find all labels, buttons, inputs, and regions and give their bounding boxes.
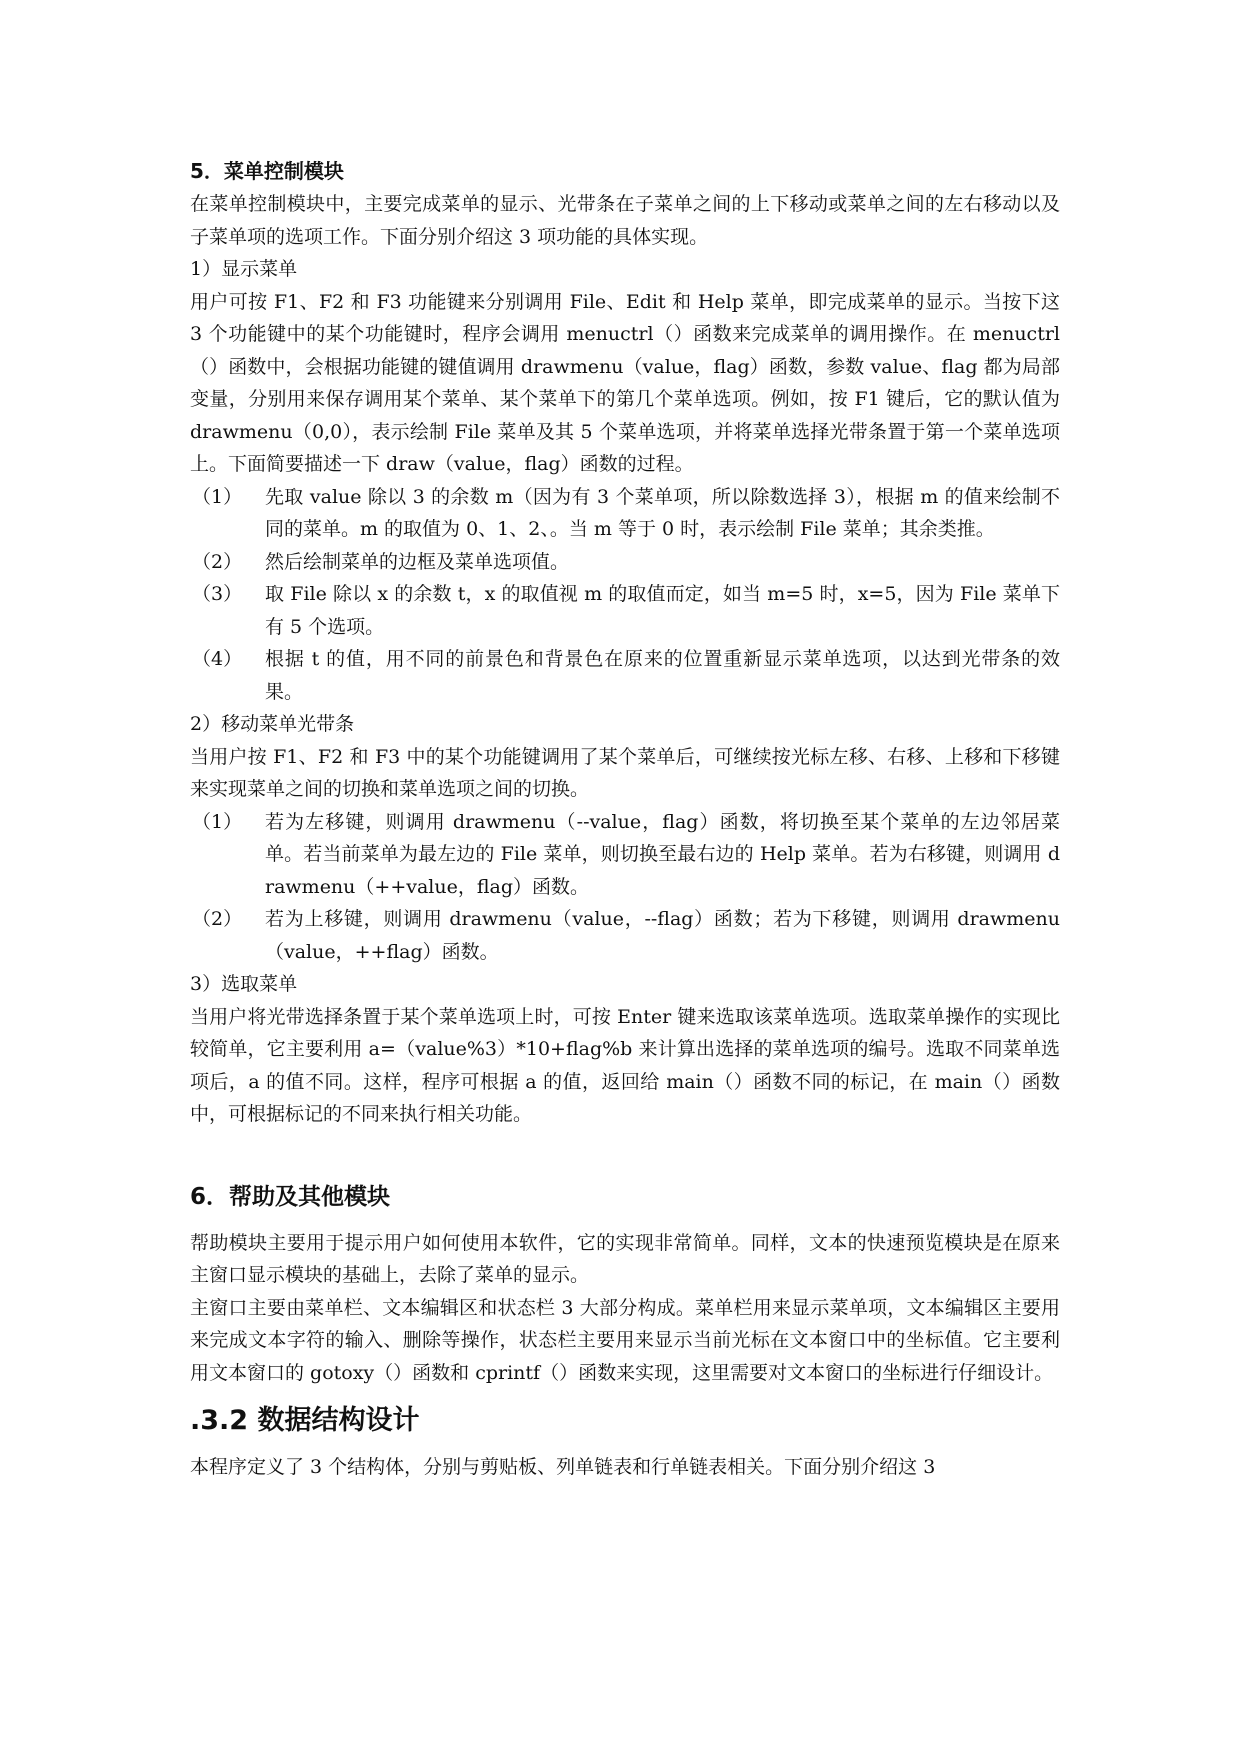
subsection-3-paragraph: 当用户将光带选择条置于某个菜单选项上时，可按 Enter 键来选取该菜单选项。选取菜单操作的实现比较简单，它主要利用 a=（value%3）*10+flag%b 来计算出选择的菜单选项的编号。选取不同菜单选项后，a 的值不同。这样，程序可根据 a 的值，返回给 main（）函数不同的标记，在 main（）函数中，可根据标记的不同来执行相关功能。 [190,1005,1060,1125]
list-item-text: 先取 value 除以 3 的余数 m（因为有 3 个菜单项，所以除数选择 3），根据 m 的值来绘制不同的菜单。m 的取值为 0、1、2、。当 m 等于 0 时，表示绘制 File 菜单；其余类推。 [265,485,1060,540]
subsection-2-paragraph: 当用户按 F1、F2 和 F3 中的某个功能键调用了某个菜单后，可继续按光标左移、右移、上移和下移键来实现菜单之间的切换和菜单选项之间的切换。 [190,745,1060,800]
section-5-heading: 5．菜单控制模块 [190,159,344,183]
subsection-1-title: 1）显示菜单 [190,258,298,280]
list-item [190,578,1060,643]
list-item-text: 取 File 除以 x 的余数 t，x 的取值视 m 的取值而定，如当 m=5 时，x=5，因为 File 菜单下有 5 个选项。 [265,583,1060,638]
section-5-intro: 在菜单控制模块中，主要完成菜单的显示、光带条在子菜单之间的上下移动或菜单之间的左右移动以及子菜单项的选项工作。下面分别介绍这 3 项功能的具体实现。 [190,193,1060,248]
list-item [190,806,1060,904]
list-item-text: 根据 t 的值，用不同的前景色和背景色在原来的位置重新显示菜单选项，以达到光带条的效果。 [265,648,1060,703]
section-6-paragraph-2: 主窗口主要由菜单栏、文本编辑区和状态栏 3 大部分构成。菜单栏用来显示菜单项，文本编辑区主要用来完成文本字符的输入、删除等操作，状态栏主要用来显示当前光标在文本窗口中的坐标值。它主要利用文本窗口的 gotoxy（）函数和 cprintf（）函数来实现，这里需要对文本窗口的坐标进行仔细设计。 [190,1296,1060,1384]
list-item-number: （3） [192,583,243,605]
list-item [190,643,1060,708]
list-item-number: （2） [192,908,243,930]
list-item-number: （2） [192,550,243,573]
section-3-2-heading: .3.2 数据结构设计 [190,1405,420,1436]
section-6-paragraph-1: 帮助模块主要用于提示用户如何使用本软件，它的实现非常简单。同样，文本的快速预览模块是在原来主窗口显示模块的基础上，去除了菜单的显示。 [190,1231,1060,1286]
list-item-number: （4） [192,648,243,670]
list-item-number: （1） [192,810,243,833]
list-item-text: 若为上移键，则调用 drawmenu（value，--flag）函数；若为下移键，则调用 drawmenu（value，++flag）函数。 [265,908,1060,963]
section-3-2-paragraph: 本程序定义了 3 个结构体，分别与剪贴板、列单链表和行单链表相关。下面分别介绍这 3 [190,1456,936,1478]
section-6-heading: 6．帮助及其他模块 [190,1183,391,1210]
document-page [190,154,1060,1484]
list-item-text: 然后绘制菜单的边框及菜单选项值。 [265,550,570,573]
subsection-3-title: 3）选取菜单 [190,973,298,995]
list-item [190,903,1060,968]
list-item-text: 若为左移键，则调用 drawmenu（--value，flag）函数，将切换至某个菜单的左边邻居菜单。若当前菜单为最左边的 File 菜单，则切换至最右边的 Help 菜单。若为右移键，则调用 drawmenu（++value，flag）函数。 [265,810,1060,898]
subsection-2-title: 2）移动菜单光带条 [190,713,355,735]
list-item-number: （1） [192,485,243,508]
list-item [190,481,1060,546]
list-item [190,546,1060,579]
subsection-1-paragraph: 用户可按 F1、F2 和 F3 功能键来分别调用 File、Edit 和 Help 菜单，即完成菜单的显示。当按下这 3 个功能键中的某个功能键时，程序会调用 menuctrl（）函数来完成菜单的调用操作。在 menuctrl（）函数中，会根据功能键的键值调用 drawmenu（value，flag）函数，参数 value、flag 都为局部变量，分别用来保存调用某个菜单、某个菜单下的第几个菜单选项。例如，按 F1 键后，它的默认值为 drawmenu（0,0），表示绘制 File 菜单及其 5 个菜单选项，并将菜单选择光带条置于第一个菜单选项上。下面简要描述一下 draw（value，flag）函数的过程。 [190,290,1060,475]
